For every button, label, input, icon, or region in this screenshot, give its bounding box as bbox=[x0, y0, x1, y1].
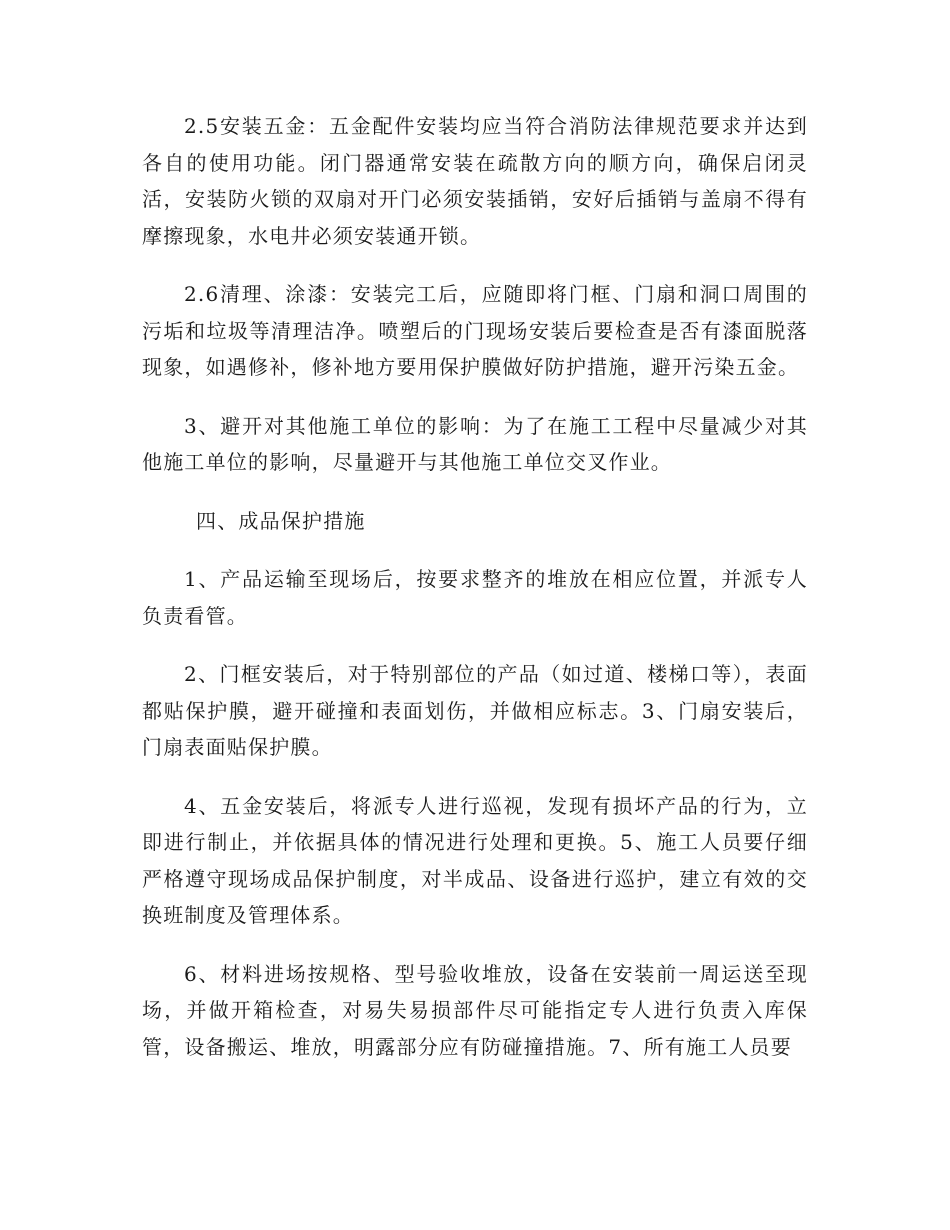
paragraph-protection-1: 1、产品运输至现场后，按要求整齐的堆放在相应位置，并派专人负责看管。 bbox=[142, 567, 808, 628]
paragraph-avoid-interference: 3、避开对其他施工单位的影响：为了在施工工程中尽量减少对其他施工单位的影响，尽量避开与其他施工单位交叉作业。 bbox=[142, 413, 808, 474]
paragraph-protection-2: 2、门框安装后，对于特别部位的产品（如过道、楼梯口等），表面都贴保护膜，避开碰撞和表面划伤，并做相应标志。3、门扇安装后，门扇表面贴保护膜。 bbox=[142, 662, 808, 759]
document-body bbox=[142, 108, 808, 1087]
section-heading: 四、成品保护措施 bbox=[196, 508, 366, 533]
paragraph-cleaning-painting: 2.6清理、涂漆：安装完工后，应随即将门框、门扇和洞口周围的污垢和垃圾等清理洁净。喷塑后的门现场安装后要检查是否有漆面脱落现象，如遇修补，修补地方要用保护膜做好防护措施，避开污染五金。 bbox=[142, 282, 808, 379]
paragraph-protection-4: 4、五金安装后，将派专人进行巡视，发现有损坏产品的行为，立即进行制止，并依据具体的情况进行处理和更换。5、施工人员要仔细严格遵守现场成品保护制度，对半成品、设备进行巡护，建立有效的交换班制度及管理体系。 bbox=[142, 793, 808, 927]
paragraph-hardware-installation: 2.5安装五金：五金配件安装均应当符合消防法律规范要求并达到各自的使用功能。闭门器通常安装在疏散方向的顺方向，确保启闭灵活，安装防火锁的双扇对开门必须安装插销，安好后插销与盖扇不得有摩擦现象，水电井必须安装通开锁。 bbox=[142, 114, 808, 248]
paragraph-protection-6: 6、材料进场按规格、型号验收堆放，设备在安装前一周运送至现场，并做开箱检查，对易失易损部件尽可能指定专人进行负责入库保管，设备搬运、堆放，明露部分应有防碰撞措施。7、所有施工人员要 bbox=[142, 961, 808, 1059]
